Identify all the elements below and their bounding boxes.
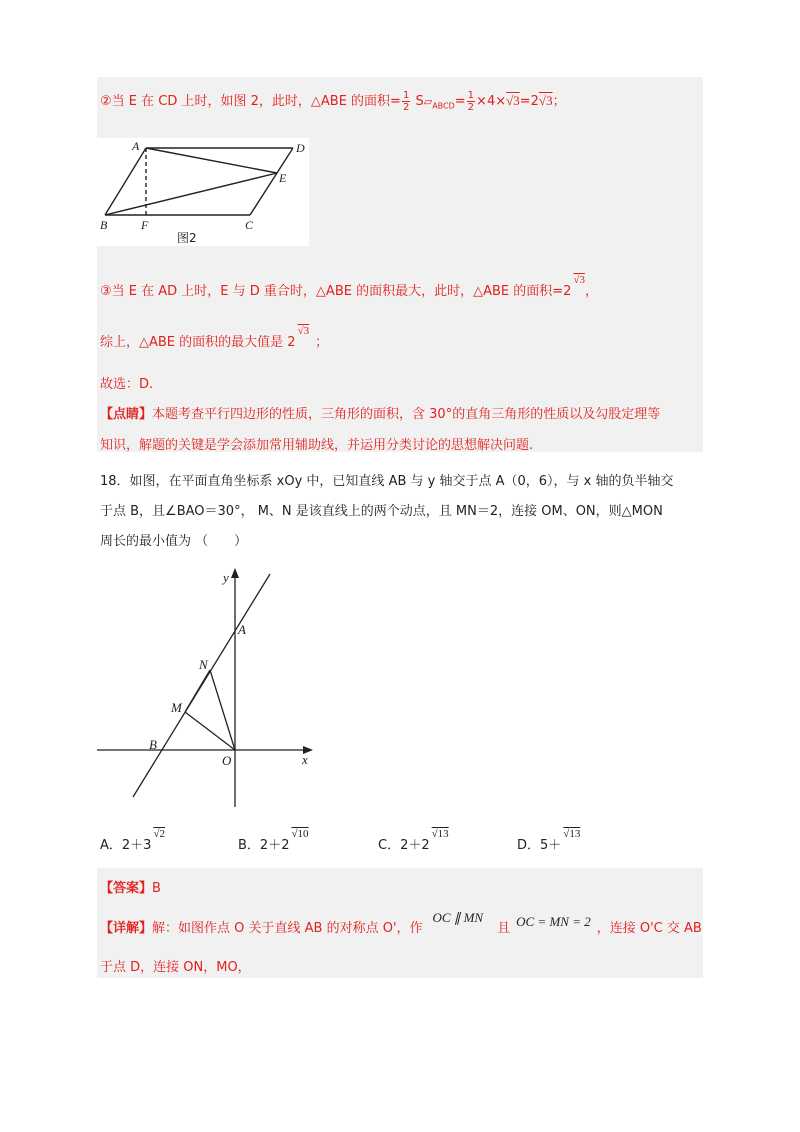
solution-block-top [97,77,703,452]
formula-oc-equals-mn: OC = MN = 2 [516,914,591,929]
sqrt-3-case3: √3 [573,274,585,286]
point-m-label: M [171,700,182,715]
comment-text-1: 本题考查平行四边形的性质，三角形的面积，含 30°的直角三角形的性质以及勾股定理等 [152,407,661,422]
point-b-label: B [149,737,157,752]
option-c-sqrt: √13 [431,828,449,840]
option-d[interactable] [517,828,581,853]
formula-oc-parallel-mn: OC ∥ MN [432,910,484,925]
edge-dc [250,148,293,215]
figure-2-caption: 图2 [177,231,197,245]
sqrt-3-b: √3 [538,93,553,108]
option-d-sqrt: √13 [563,828,581,840]
multiply-text: ×4× [476,94,507,109]
segment-mo [185,712,235,750]
fraction-half-2: $\frac{1}{2}$ [467,90,475,113]
option-b[interactable] [238,828,309,853]
choice-line: 故选：D. [100,377,154,392]
option-b-sqrt: √10 [291,828,309,840]
point-a-label: A [238,622,246,637]
detail-and: 且 [497,921,511,936]
option-a-sqrt: √2 [153,828,165,840]
point-e-label: E [279,171,287,185]
point-f-label: F [141,218,149,232]
point-o-label: O [222,753,232,768]
area-subscript: ABCD [432,101,455,111]
segment-ae [146,148,277,173]
option-a-label: A．2＋3 [100,838,152,853]
detail-line-1 [100,910,702,936]
area-symbol: S [415,94,424,109]
y-axis-label: y [223,570,229,585]
case2-line [100,90,566,113]
option-c-label: C．2＋2 [378,838,430,853]
point-n-label: N [199,657,208,672]
semicolon: ； [552,94,566,109]
detail-tag: 【详解】 [100,921,153,936]
equals-sign: = [454,94,466,109]
point-a-label: A [132,139,140,153]
comment-line-2: 知识，解题的关键是学会添加常用辅助线，并运用分类讨论的思想解决问题. [100,438,534,453]
summary-text: 综上，△ABE 的面积的最大值是 2 [100,335,296,350]
parallelogram-symbol: ▱ [423,95,433,108]
semicolon: ； [315,335,329,350]
point-d-label: D [296,141,305,155]
question-line-2: 于点 B，且∠BAO＝30°， M、N 是该直线上的两个动点，且 MN＝2，连接 OM、ON，则△MON [100,504,663,519]
detail-line-2: 于点 D，连接 ON，MO， [100,960,251,975]
equals-two: =2 [519,94,539,109]
detail-text-2: ，连接 O'C 交 AB [596,921,702,936]
case2-prefix: ②当 E 在 CD 上时，如图 2，此时，△ABE 的面积= [100,94,401,109]
comment-tag: 【点睛】 [100,407,153,422]
option-d-label: D．5＋ [517,838,562,853]
x-axis-label: x [302,752,308,767]
sqrt-3-summary: √3 [297,325,310,337]
comment-line-1 [100,403,660,422]
option-a[interactable] [100,828,165,853]
fraction-half-1: $\frac{1}{2}$ [402,90,410,113]
question-number: 18． [100,474,130,489]
figure-18 [95,562,335,812]
summary-line [100,325,329,350]
figure-2 [97,138,309,246]
segment-be [105,173,277,215]
y-axis-arrow [231,568,239,578]
option-c[interactable] [378,828,449,853]
answer-line [100,877,161,896]
question-text-1: 如图，在平面直角坐标系 xOy 中，已知直线 AB 与 y 轴交于点 A（0，6），与 x 轴的负半轴交 [129,474,674,489]
point-c-label: C [245,218,254,232]
case3-text: ③当 E 在 AD 上时，E 与 D 重合时，△ABE 的面积最大，此时，△ABE 的面积=2 [100,284,572,299]
comma: ， [584,284,598,299]
answer-tag: 【答案】 [100,881,153,896]
answer-value: B [152,881,161,896]
edge-ba [105,148,146,215]
option-b-label: B．2＋2 [238,838,290,853]
segment-nm [185,670,210,712]
question-line-3: 周长的最小值为 （ ） [100,534,248,549]
point-b-label: B [100,218,108,232]
case3-line [100,274,598,299]
question-line-1 [100,470,674,489]
sqrt-3-a: √3 [506,93,520,108]
detail-text-1: 解：如图作点 O 关于直线 AB 的对称点 O'，作 [152,921,423,936]
segment-no [210,670,235,750]
